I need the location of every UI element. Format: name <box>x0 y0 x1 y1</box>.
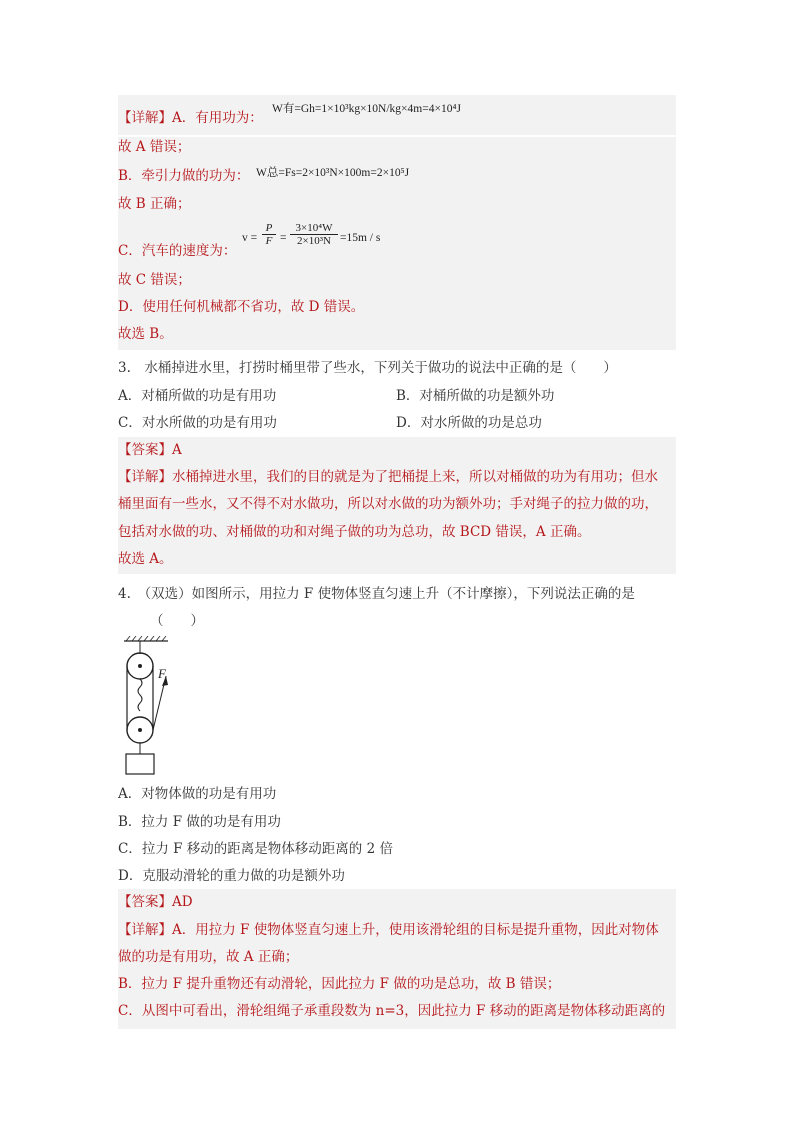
detail-line-7: D．使用任何机械都不省功，故 D 错误。 <box>118 299 365 315</box>
fraction-den: F <box>265 235 273 247</box>
detail-text: A．有用功为： <box>172 110 263 126</box>
q3-detail-1: 【详解】水桶掉进水里，我们的目的就是为了把桶提上来，所以对桶做的功为有用功；但水 <box>118 469 658 485</box>
q3-option-a: A．对桶所做的功是有用功 <box>118 388 277 404</box>
q4-option-c: C．拉力 F 移动的距离是物体移动距离的 2 倍 <box>118 841 393 857</box>
formula-result: =15m / s <box>340 232 381 244</box>
q3-answer: 【答案】A <box>118 442 182 458</box>
detail-line-1 <box>118 108 263 128</box>
formula-useful-work: W有=Gh=1×10³kg×10N/kg×4m=4×10⁴J <box>272 103 461 115</box>
detail-line-8: 故选 B。 <box>118 326 173 342</box>
q3-option-b: B．对桶所做的功是额外功 <box>396 388 555 404</box>
q3-detail-4: 故选 A。 <box>118 551 173 567</box>
q4-detail-1: 【详解】A．用拉力 F 使物体竖直匀速上升，使用该滑轮组的目标是提升重物，因此对物体 <box>118 922 659 938</box>
q4-answer: 【答案】AD <box>118 894 193 910</box>
question-4: 4. （双选）如图所示，用拉力 F 使物体竖直匀速上升（不计摩擦），下列说法正确的是 <box>118 586 635 602</box>
q3-option-c: C．对水所做的功是有用功 <box>118 415 277 431</box>
detail-line-6: 故 C 错误； <box>118 272 191 288</box>
fraction-p-over-f <box>262 222 276 247</box>
fraction-den-2: 2×10³N <box>297 235 331 247</box>
formula-eq: = <box>280 232 287 244</box>
question-4-paren: （ ） <box>150 613 204 629</box>
fraction-values <box>290 222 338 247</box>
formula-v: v = <box>242 232 258 244</box>
q4-detail-2: 做的功是有用功，故 A 正确； <box>118 949 299 965</box>
force-label: F <box>158 666 166 681</box>
q4-option-b: B．拉力 F 做的功是有用功 <box>118 814 281 830</box>
q4-detail-3: B．拉力 F 提升重物还有动滑轮，因此拉力 F 做的功是总功，故 B 错误； <box>118 976 561 992</box>
detail-line-5: C．汽车的速度为： <box>118 243 237 259</box>
fraction-num: P <box>262 222 276 235</box>
q4-option-a: A．对物体做的功是有用功 <box>118 786 277 802</box>
q3-option-d: D．对水所做的功是总功 <box>396 415 542 431</box>
fraction-num-2: 3×10⁴W <box>290 222 338 235</box>
detail-line-2: 故 A 错误； <box>118 139 191 155</box>
q3-detail-2: 桶里面有一些水，又不得不对水做功，所以对水做的功为额外功；手对绳子的拉力做的功， <box>118 496 658 512</box>
question-3: 3. 水桶掉进水里，打捞时桶里带了些水，下列关于做功的说法中正确的是（ ） <box>118 360 617 376</box>
detail-line-3: B．牵引力做的功为： <box>118 168 250 184</box>
q3-detail-3: 包括对水做的功、对桶做的功和对绳子做的功为总功，故 BCD 错误，A 正确。 <box>118 524 591 540</box>
detail-tag: 【详解】 <box>118 110 172 126</box>
q4-detail-4: C．从图中可看出，滑轮组绳子承重段数为 n=3，因此拉力 F 移动的距离是物体移动距离的 <box>118 1003 666 1019</box>
q4-option-d: D．克服动滑轮的重力做的功是额外功 <box>118 868 345 884</box>
formula-total-work: W总=Fs=2×10³N×100m=2×10⁵J <box>256 167 410 179</box>
detail-line-4: 故 B 正确； <box>118 196 191 212</box>
pulley-diagram <box>118 636 188 776</box>
